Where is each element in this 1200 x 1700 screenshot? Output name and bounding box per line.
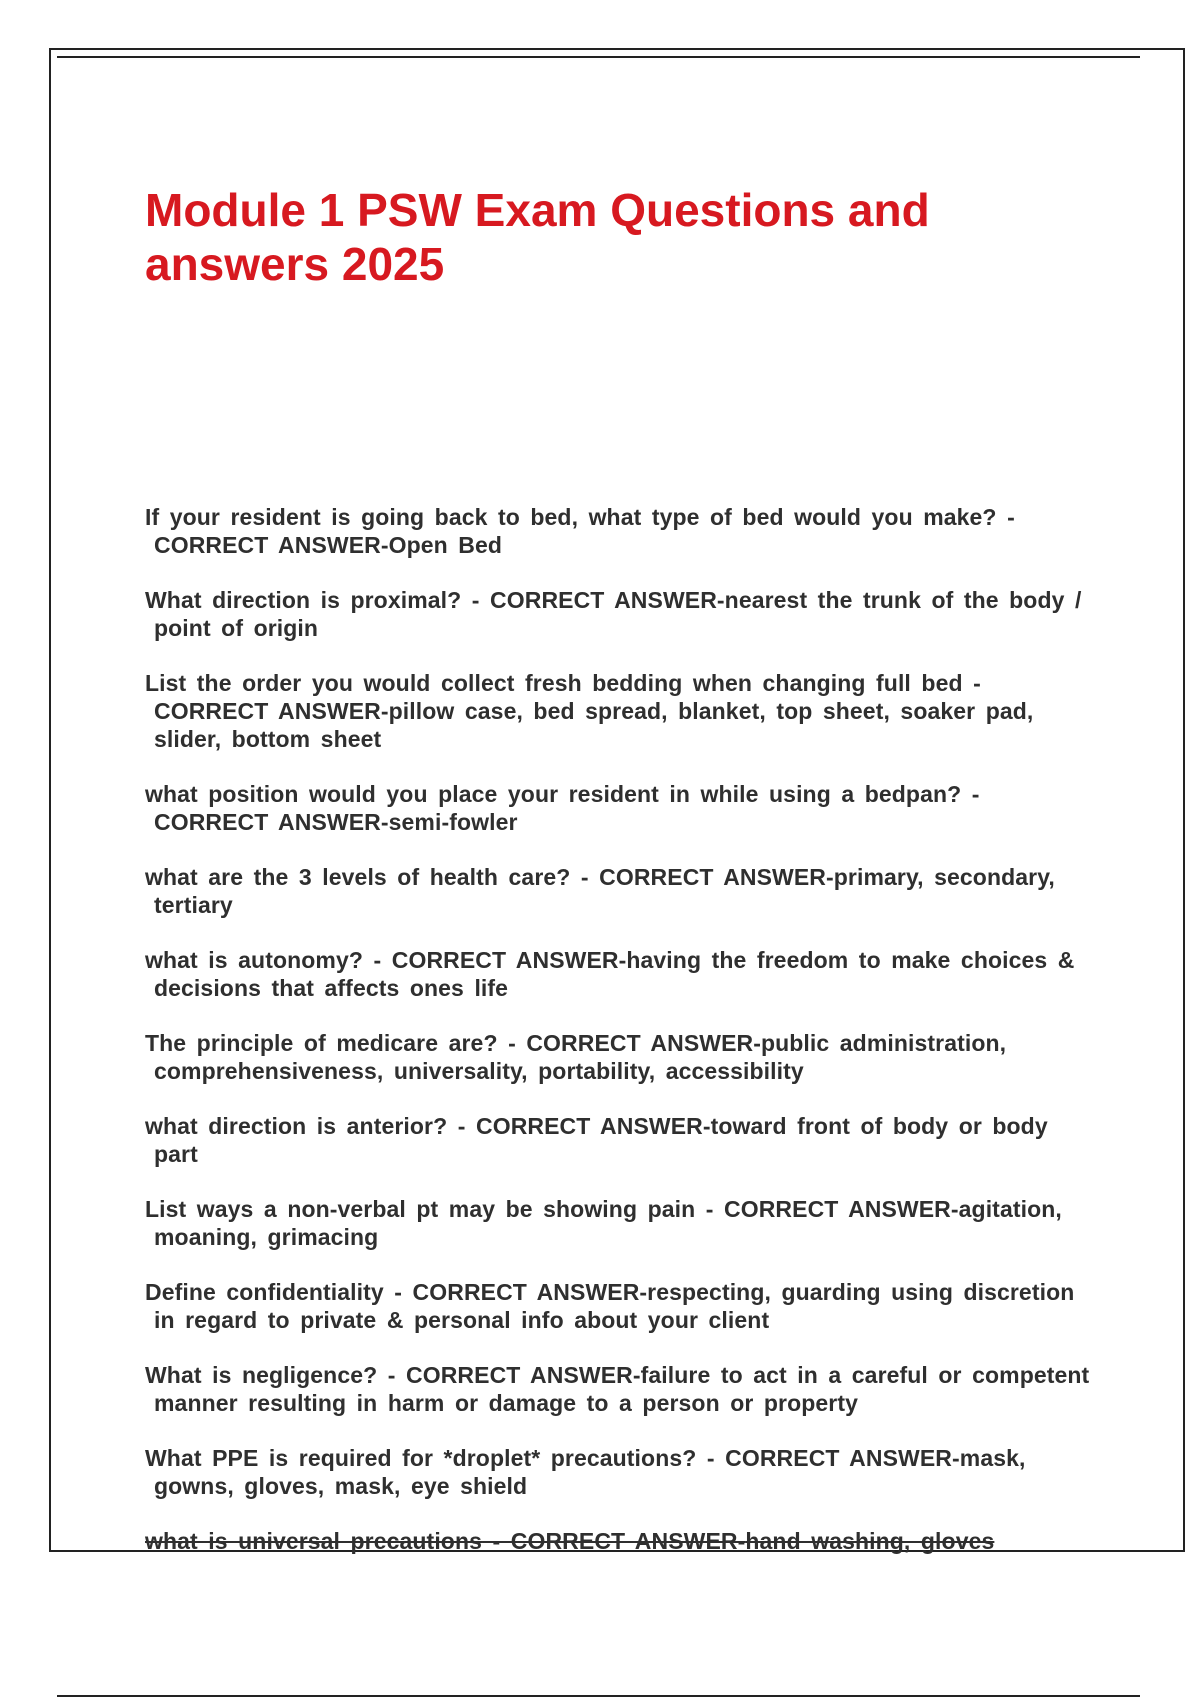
answer-separator: - CORRECT ANSWER- [383,1279,648,1305]
qa-answer: toward front of body or body part [154,1113,1048,1167]
qa-question: Define confidentiality [145,1279,384,1305]
qa-answer: failure to act in a careful or competent manner resulting in harm or damage to a person or property [154,1362,1090,1416]
qa-question: what position would you place your resident in while using a bedpan? [145,781,962,807]
qa-answer: primary, secondary, tertiary [154,864,1055,918]
qa-question: what is autonomy? [145,947,363,973]
answer-separator: - CORRECT ANSWER- [154,670,981,724]
qa-item [145,1029,1090,1085]
qa-answer: hand washing, gloves [745,1528,995,1554]
answer-separator: - CORRECT ANSWER- [154,781,980,835]
bottom-rule [57,1695,1140,1697]
answer-separator: - CORRECT ANSWER- [570,864,834,890]
qa-question: what are the 3 levels of health care? [145,864,571,890]
qa-answer: respecting, guarding using discretion in regard to private & personal info about your client [154,1279,1075,1333]
qa-item [145,503,1090,559]
qa-answer: public administration, comprehensiveness, universality, portability, accessibility [154,1030,1007,1084]
qa-question: If your resident is going back to bed, what type of bed would you make? [145,504,997,530]
qa-item [145,586,1090,642]
qa-item [145,946,1090,1002]
qa-question: List ways a non-verbal pt may be showing pain [145,1196,696,1222]
qa-item [145,669,1090,753]
qa-item [145,1278,1090,1334]
qa-question: The principle of medicare are? [145,1030,498,1056]
answer-separator: - CORRECT ANSWER- [497,1030,761,1056]
top-rule [57,56,1140,58]
qa-answer: pillow case, bed spread, blanket, top sheet, soaker pad, slider, bottom sheet [154,698,1034,752]
qa-item [145,1195,1090,1251]
answer-separator: - CORRECT ANSWER- [377,1362,641,1388]
qa-question: List the order you would collect fresh bedding when changing full bed [145,670,963,696]
qa-answer: nearest the trunk of the body / point of origin [154,587,1082,641]
answer-separator: - CORRECT ANSWER- [696,1445,960,1471]
qa-answer: Open Bed [388,532,503,558]
qa-question: what is universal precautions [145,1528,483,1554]
qa-question: What direction is proximal? [145,587,462,613]
qa-answer: semi-fowler [388,809,518,835]
qa-question: What PPE is required for *droplet* precautions? [145,1445,697,1471]
qa-item [145,1112,1090,1168]
qa-item [145,1444,1090,1500]
qa-answer: mask, gowns, gloves, mask, eye shield [154,1445,1026,1499]
qa-question: what direction is anterior? [145,1113,448,1139]
qa-item [145,780,1090,836]
qa-list [145,503,1090,1582]
qa-answer: agitation, moaning, grimacing [154,1196,1062,1250]
qa-item [145,1361,1090,1417]
qa-answer: having the freedom to make choices & decisions that affects ones life [154,947,1075,1001]
answer-separator: - CORRECT ANSWER- [695,1196,959,1222]
qa-item [145,863,1090,919]
qa-question: What is negligence? [145,1362,378,1388]
answer-separator: - CORRECT ANSWER- [447,1113,711,1139]
qa-item [145,1527,1090,1555]
answer-separator: - CORRECT ANSWER- [154,504,1015,558]
answer-separator: - CORRECT ANSWER- [363,947,627,973]
document-title: Module 1 PSW Exam Questions and answers 2025 [145,184,930,290]
answer-separator: - CORRECT ANSWER- [482,1528,746,1554]
answer-separator: - CORRECT ANSWER- [461,587,725,613]
